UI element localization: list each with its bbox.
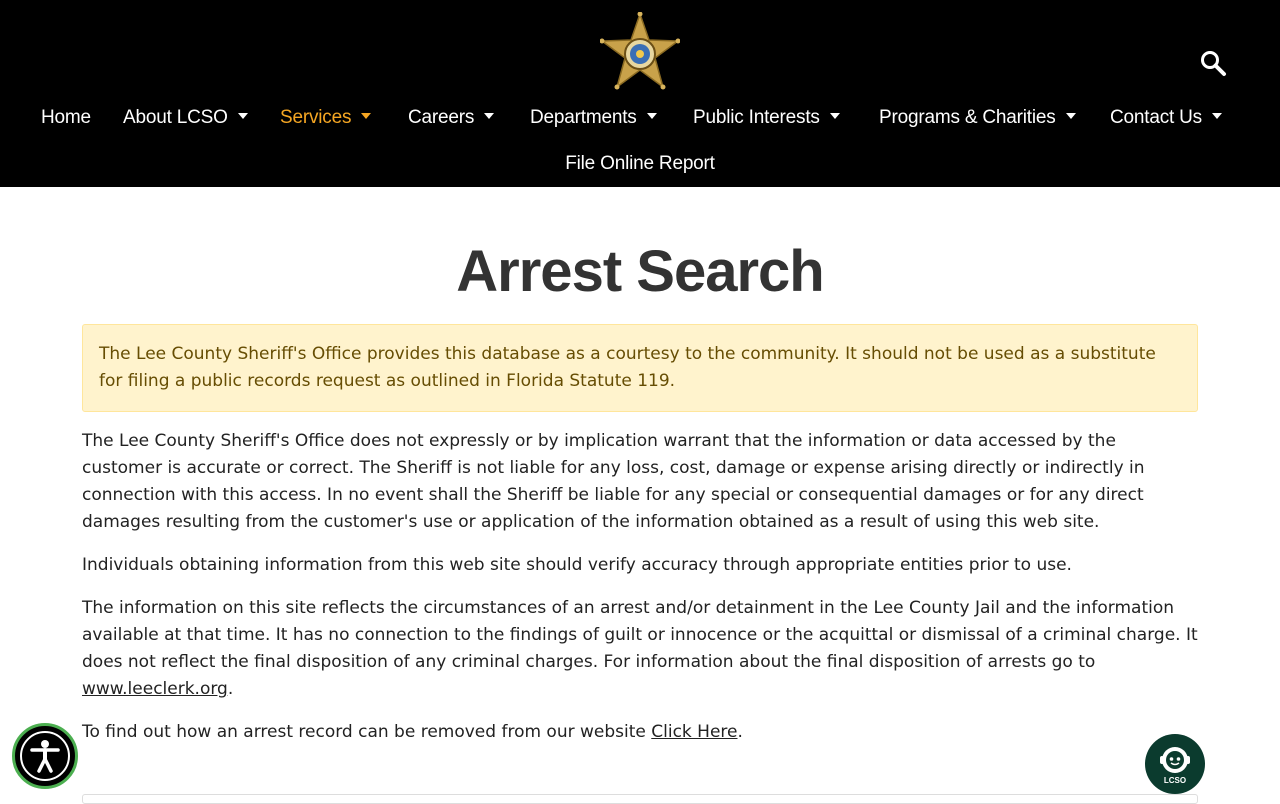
chevron-down-icon: [1066, 113, 1076, 119]
sheriff-star-badge-icon[interactable]: [600, 12, 680, 92]
search-icon[interactable]: [1199, 49, 1229, 79]
leeclerk-link[interactable]: www.leeclerk.org: [82, 679, 228, 699]
chevron-down-icon: [361, 113, 371, 119]
chevron-down-icon: [647, 113, 657, 119]
verify-paragraph: Individuals obtaining information from this web site should verify accuracy through appropriate entities prior to use.: [82, 555, 1072, 575]
chevron-down-icon: [238, 113, 248, 119]
nav-careers[interactable]: [408, 100, 494, 136]
nav-careers-label: Careers: [408, 107, 475, 128]
nav-programs-charities-label: Programs & Charities: [879, 107, 1056, 128]
nav-home-label: Home: [41, 107, 91, 128]
site-header: [0, 0, 1280, 187]
accessibility-button[interactable]: [12, 723, 78, 789]
chevron-down-icon: [1212, 113, 1222, 119]
removal-end: .: [737, 722, 743, 742]
nav-public-interests-label: Public Interests: [693, 107, 820, 128]
nav-departments-label: Departments: [530, 107, 637, 128]
nav-about-lcso[interactable]: [123, 100, 248, 136]
nav-contact-us[interactable]: [1110, 100, 1222, 136]
disposition-end: .: [227, 679, 234, 699]
nav-programs-charities[interactable]: [879, 100, 1076, 136]
nav-services[interactable]: [280, 100, 371, 136]
search-form-card: [82, 794, 1198, 804]
click-here-link[interactable]: Click Here: [651, 722, 738, 742]
nav-services-label: Services: [280, 107, 352, 128]
main-nav: [0, 100, 1280, 136]
disposition-text: The information on this site reflects the circumstances of an arrest and/or detainment in the Lee County Jail and the information available at that time. It has no connection to the findings of guilt or innocence or the acquittal or dismissal of a criminal charge. It does not reflect the final disposition of any criminal charges. For information about the final disposition of arrests go to: [82, 598, 1198, 672]
chat-assistant-button[interactable]: [1145, 734, 1205, 794]
removal-paragraph: [82, 719, 1200, 746]
nav-about-lcso-label: About LCSO: [123, 107, 228, 128]
nav-contact-us-label: Contact Us: [1110, 107, 1202, 128]
accessibility-person-icon: [20, 731, 70, 781]
secondary-nav: [0, 146, 1280, 182]
chat-label: LCSO: [1163, 776, 1187, 785]
disposition-paragraph: [82, 595, 1200, 703]
notice-alert: The Lee County Sheriff's Office provides this database as a courtesy to the community. It should not be used as a substitute for filing a public records request as outlined in Florida Statute 119.: [82, 324, 1198, 412]
disclaimer-paragraph: The Lee County Sheriff's Office does not expressly or by implication warrant that the information or data accessed by the customer is accurate or correct. The Sheriff is not liable for any loss, cost, damage or expense arising directly or indirectly in connection with this access. In no event shall the Sheriff be liable for any special or consequential damages or for any direct damages resulting from the customer's use or application of the information obtained as a result of using this web site.: [82, 431, 1145, 532]
nav-file-online-report[interactable]: File Online Report: [565, 153, 715, 174]
nav-departments[interactable]: [530, 100, 657, 136]
nav-public-interests[interactable]: [693, 100, 840, 136]
chevron-down-icon: [830, 113, 840, 119]
page-title: Arrest Search: [456, 239, 824, 304]
removal-text: To find out how an arrest record can be removed from our website: [82, 722, 652, 742]
chat-assistant-icon: [1145, 734, 1205, 794]
chevron-down-icon: [484, 113, 494, 119]
nav-home[interactable]: [41, 100, 91, 136]
